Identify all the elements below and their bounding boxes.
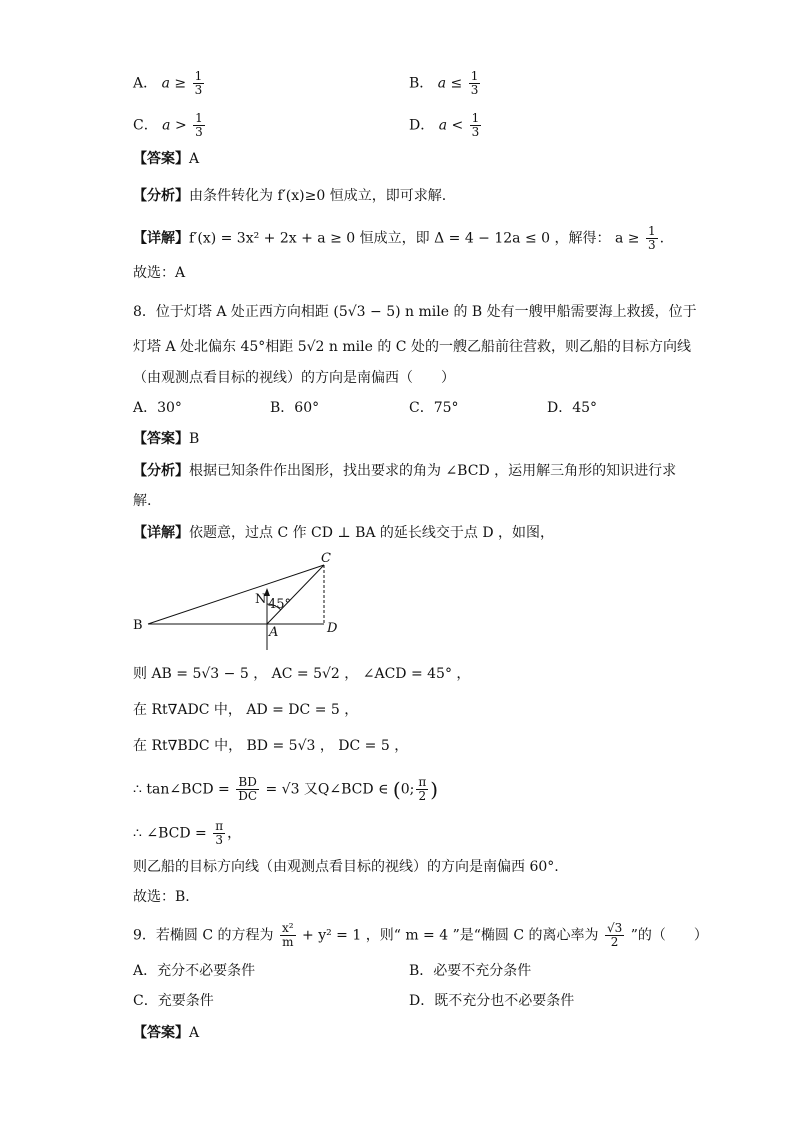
step-text: ∴ ∠BCD = bbox=[133, 825, 207, 842]
label-b: B bbox=[133, 618, 143, 633]
analysis-tag: 【分析】 bbox=[133, 463, 189, 479]
q7-option-c bbox=[133, 112, 207, 139]
q8-option-a: A．30° bbox=[133, 400, 182, 416]
q8-step5 bbox=[133, 820, 241, 847]
q8-analysis-line1 bbox=[133, 461, 676, 481]
fraction bbox=[416, 776, 428, 803]
option-label: C． bbox=[133, 117, 158, 134]
frac-den: m bbox=[282, 935, 294, 949]
answer-value: A bbox=[189, 151, 200, 167]
detail-tag: 【详解】 bbox=[133, 230, 189, 247]
q8-option-d: D．45° bbox=[547, 400, 598, 416]
option-expr: a ≥ bbox=[161, 75, 187, 92]
fraction bbox=[236, 776, 259, 803]
line-bc bbox=[148, 565, 324, 624]
frac-den: 3 bbox=[471, 125, 480, 139]
label-c: C bbox=[321, 552, 331, 566]
analysis-text: 根据已知条件作出图形，找出要求的角为 ∠BCD ，运用解三角形的知识进行求 bbox=[189, 463, 677, 479]
frac-num: √3 bbox=[606, 921, 623, 935]
q8-stem-line2: 灯塔 A 处北偏东 45°相距 5√2 n mile 的 C 处的一艘乙船前往营救，则乙船的目标方向线 bbox=[133, 339, 691, 355]
frac-den: 3 bbox=[195, 125, 203, 139]
q9-option-a: A．充分不必要条件 bbox=[133, 963, 256, 979]
q8-answer bbox=[133, 429, 199, 449]
step-text: ∴ tan∠BCD = bbox=[133, 781, 230, 798]
label-angle: 45° bbox=[268, 597, 292, 612]
label-a: A bbox=[269, 625, 279, 640]
frac-den: 2 bbox=[418, 789, 427, 803]
frac-num: 1 bbox=[647, 224, 656, 238]
frac-num: π bbox=[215, 819, 224, 833]
fraction bbox=[193, 70, 205, 97]
frac-den: 2 bbox=[610, 935, 619, 949]
frac-den: 3 bbox=[215, 833, 223, 847]
fraction bbox=[213, 820, 225, 847]
fraction bbox=[193, 112, 205, 139]
fraction bbox=[280, 922, 296, 949]
interval-open: ( bbox=[392, 777, 401, 802]
q8-detail bbox=[133, 523, 554, 543]
answer-value: A bbox=[189, 1025, 200, 1041]
label-d: D bbox=[327, 621, 338, 636]
fraction bbox=[605, 922, 624, 949]
stem-text: 9．若椭圆 C 的方程为 bbox=[133, 927, 274, 944]
fraction bbox=[469, 70, 481, 97]
option-label: B． bbox=[409, 75, 434, 92]
q9-option-c: C．充要条件 bbox=[133, 993, 214, 1009]
q8-option-c: C．75° bbox=[409, 400, 459, 416]
frac-num: 1 bbox=[471, 111, 480, 125]
geometry-figure bbox=[128, 552, 348, 657]
analysis-tag: 【分析】 bbox=[133, 188, 189, 204]
q7-option-a bbox=[133, 70, 206, 97]
frac-num: 1 bbox=[194, 69, 203, 83]
q8-step2: 在 Rt∇ADC 中， AD = DC = 5 ， bbox=[133, 702, 359, 718]
answer-value: B bbox=[189, 431, 200, 447]
detail-tag: 【详解】 bbox=[133, 525, 189, 541]
detail-text: 依题意，过点 C 作 CD ⊥ BA 的延长线交于点 D ，如图， bbox=[189, 525, 555, 541]
q8-stem-line1: 8．位于灯塔 A 处正西方向相距 (5√3 − 5) n mile 的 B 处有一艘甲船需要海上救援，位于 bbox=[133, 304, 697, 320]
q8-step4 bbox=[133, 776, 438, 803]
q8-analysis-line2: 解. bbox=[133, 493, 152, 509]
q8-stem-line3: （由观测点看目标的视线）的方向是南偏西（ ） bbox=[133, 370, 455, 386]
q9-option-d: D．既不充分也不必要条件 bbox=[409, 993, 575, 1009]
q7-choose: 故选：A bbox=[133, 265, 186, 281]
fraction bbox=[470, 112, 482, 139]
q7-answer bbox=[133, 149, 199, 169]
q9-option-b: B．必要不充分条件 bbox=[409, 963, 532, 979]
q8-step1: 则 AB = 5√3 − 5 ， AC = 5√2 ， ∠ACD = 45° ， bbox=[133, 666, 471, 682]
frac-num: BD bbox=[238, 775, 257, 789]
frac-num: 1 bbox=[195, 111, 203, 125]
q9-answer bbox=[133, 1023, 199, 1043]
frac-den: 3 bbox=[194, 83, 203, 97]
interval-start: 0; bbox=[400, 781, 415, 798]
interval-close: ) bbox=[430, 777, 439, 802]
q8-option-b: B．60° bbox=[270, 400, 320, 416]
frac-num: π bbox=[418, 775, 427, 789]
option-expr: a > bbox=[162, 117, 187, 134]
option-label: D． bbox=[409, 117, 435, 134]
label-n: N bbox=[255, 592, 267, 607]
q7-analysis bbox=[133, 186, 446, 206]
step-text: = √3 又Q∠BCD ∈ bbox=[265, 781, 389, 798]
q7-option-b bbox=[409, 70, 482, 97]
frac-den: DC bbox=[238, 789, 258, 803]
answer-tag: 【答案】 bbox=[133, 1025, 189, 1041]
frac-den: 3 bbox=[647, 238, 656, 252]
frac-num: 1 bbox=[470, 69, 479, 83]
q8-step3: 在 Rt∇BDC 中， BD = 5√3 ， DC = 5 ， bbox=[133, 738, 409, 754]
analysis-text: 由条件转化为 f′(x)≥0 恒成立，即可求解. bbox=[189, 188, 447, 204]
fraction bbox=[646, 225, 658, 252]
q7-option-d bbox=[409, 112, 483, 139]
option-expr: a < bbox=[438, 117, 464, 134]
q8-step6: 则乙船的目标方向线（由观测点看目标的视线）的方向是南偏西 60°. bbox=[133, 859, 559, 875]
answer-tag: 【答案】 bbox=[133, 151, 189, 167]
frac-num: x² bbox=[281, 921, 294, 935]
q8-choose: 故选：B. bbox=[133, 889, 190, 905]
detail-end: . bbox=[659, 230, 665, 247]
detail-text: f′(x) = 3x² + 2x + a ≥ 0 恒成立，即 Δ = 4 − 12a ≤ 0 ，解得： a ≥ bbox=[189, 230, 640, 247]
q9-stem bbox=[133, 922, 708, 949]
option-label: A． bbox=[133, 75, 158, 92]
option-expr: a ≤ bbox=[437, 75, 463, 92]
stem-text: ”的（ ） bbox=[630, 927, 708, 944]
line-ac bbox=[267, 565, 324, 624]
q7-detail bbox=[133, 225, 664, 252]
answer-tag: 【答案】 bbox=[133, 431, 189, 447]
step-text: ， bbox=[227, 825, 242, 842]
stem-text: + y² = 1 ，则“ m = 4 ”是“椭圆 C 的离心率为 bbox=[302, 927, 599, 944]
frac-den: 3 bbox=[470, 83, 479, 97]
